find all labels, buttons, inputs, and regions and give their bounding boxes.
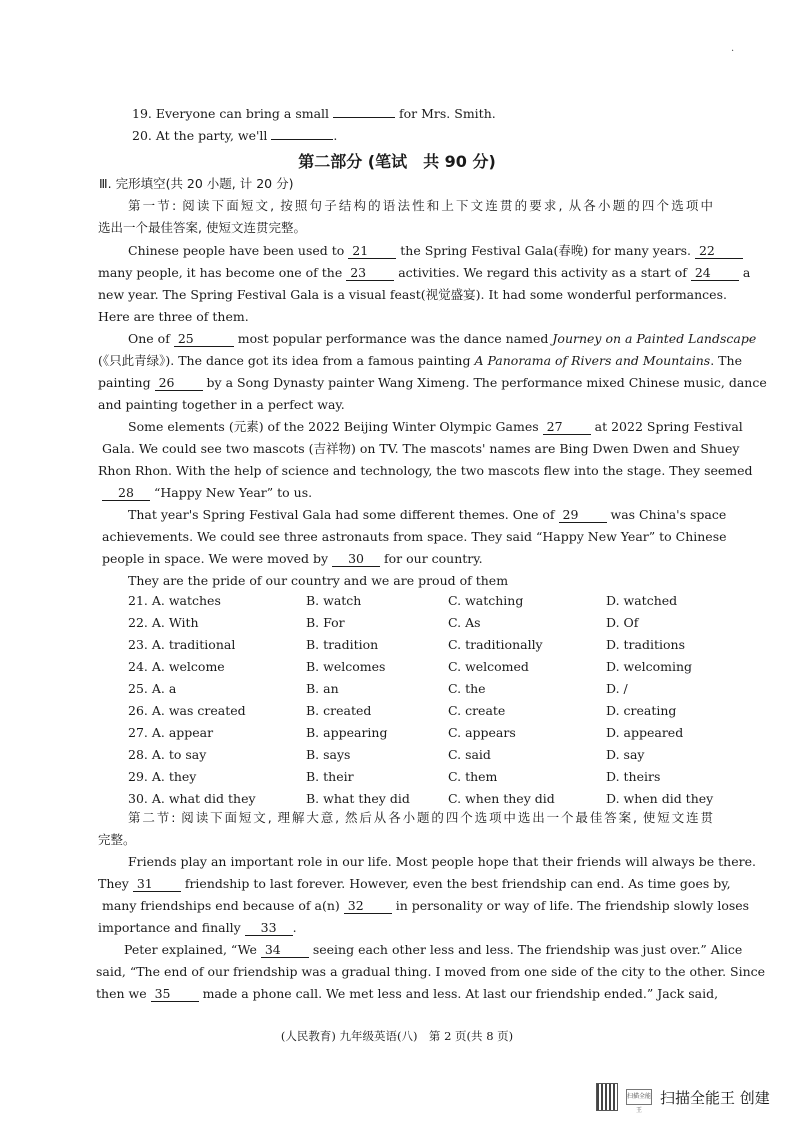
passage1-line14: achievements. We could see three astronauts from space. They said “Happy New Year” to Chinese <box>102 529 727 544</box>
blank-30: 30 <box>332 551 380 567</box>
page-footer: (人民教育) 九年级英语(八) 第 2 页(共 8 页) <box>280 1029 514 1043</box>
passage2-line5 <box>124 941 743 959</box>
blank-23: 23 <box>346 265 394 281</box>
option-a: 24. A. welcome <box>128 659 225 674</box>
passage2-line4 <box>98 919 297 937</box>
section2-instruction-line1: 第二节: 阅读下面短文, 理解大意, 然后从各小题的四个选项中选出一个最佳答案, 使短文连贯 <box>128 810 713 825</box>
option-a: 29. A. they <box>128 769 197 784</box>
option-d: D. traditions <box>606 637 685 652</box>
passage2-line2 <box>98 875 731 893</box>
p1-text: was China's space <box>610 507 727 522</box>
section2-instruction-line2: 完整。 <box>98 832 136 847</box>
passage1-line12 <box>102 484 312 502</box>
option-b: B. created <box>306 703 372 718</box>
question-19 <box>132 104 496 123</box>
passage1-line8: and painting together in a perfect way. <box>98 397 345 412</box>
passage1-line10: Gala. We could see two mascots (吉祥物) on TV. The mascots' names are Bing Dwen Dwen and Shuey <box>102 441 740 456</box>
option-b: B. an <box>306 681 339 696</box>
option-a: 22. A. With <box>128 615 199 630</box>
option-b: B. their <box>306 769 354 784</box>
passage2-line6: said, “The end of our friendship was a gradual thing. I moved from one side of the city to the other. Since <box>96 964 766 979</box>
passage1-line13 <box>128 506 727 524</box>
blank-22: 22 <box>695 243 743 259</box>
option-d: D. when did they <box>606 791 714 806</box>
p1-text: the Spring Festival Gala(春晚) for many years. <box>400 243 691 258</box>
option-d: D. theirs <box>606 769 661 784</box>
passage1-line5 <box>128 330 757 348</box>
q20-blank <box>271 126 333 140</box>
passage1-line15 <box>102 550 483 568</box>
scan-speck: · <box>731 46 735 57</box>
p1-text: many people, it has become one of the <box>98 265 343 280</box>
option-a: 27. A. appear <box>128 725 214 740</box>
p1-text: . The <box>710 353 742 368</box>
p1-text: “Happy New Year” to us. <box>153 485 313 500</box>
q20-prefix: 20. At the party, we'll <box>132 128 268 143</box>
option-c: C. when they did <box>448 791 555 806</box>
part-title: 第二部分 (笔试 共 90 分) <box>298 152 496 171</box>
passage1-line11: Rhon Rhon. With the help of science and technology, the two mascots flew into the stage. They seemed <box>98 463 753 478</box>
p1-text: most popular performance was the dance named <box>237 331 549 346</box>
option-c: C. As <box>448 615 481 630</box>
p1-text: That year's Spring Festival Gala had some different themes. One of <box>128 507 555 522</box>
p1-text: for our country. <box>384 551 483 566</box>
option-a: 30. A. what did they <box>128 791 256 806</box>
passage1-line9 <box>128 418 743 436</box>
option-c: C. them <box>448 769 498 784</box>
p2-text: friendship to last forever. However, even the best friendship can end. As time goes by, <box>184 876 731 891</box>
scanner-logo: 扫描全能王 <box>626 1089 652 1105</box>
p1-text: One of <box>128 331 170 346</box>
option-c: C. welcomed <box>448 659 529 674</box>
option-c: C. traditionally <box>448 637 543 652</box>
p1-text: at 2022 Spring Festival <box>594 419 743 434</box>
option-c: C. said <box>448 747 491 762</box>
option-d: D. / <box>606 681 628 696</box>
blank-25: 25 <box>174 331 234 347</box>
option-b: B. tradition <box>306 637 379 652</box>
p1-text: activities. We regard this activity as a start of <box>398 265 687 280</box>
p2-text: importance and finally <box>98 920 241 935</box>
blank-33: 33 <box>245 920 293 936</box>
option-b: B. appearing <box>306 725 388 740</box>
option-c: C. create <box>448 703 506 718</box>
passage2-line7 <box>96 985 719 1003</box>
option-d: D. welcoming <box>606 659 693 674</box>
p2-text: . <box>292 920 297 935</box>
q20-suffix: . <box>333 128 338 143</box>
option-a: 26. A. was created <box>128 703 246 718</box>
painting-title: A Panorama of Rivers and Mountains <box>474 353 711 368</box>
watermark-text: 扫描全能王 创建 <box>660 1088 770 1107</box>
option-c: C. appears <box>448 725 516 740</box>
qr-code-icon <box>596 1083 618 1111</box>
passage2-line1: Friends play an important role in our life. Most people hope that their friends will always be there. <box>128 854 756 869</box>
option-b: B. says <box>306 747 351 762</box>
section1-instruction-line1: 第一节: 阅读下面短文, 按照句子结构的语法性和上下文连贯的要求, 从各小题的四个选项中 <box>128 198 713 213</box>
passage1-line4: Here are three of them. <box>98 309 249 324</box>
p1-text: painting <box>98 375 151 390</box>
option-d: D. appeared <box>606 725 684 740</box>
p2-text: Peter explained, “We <box>124 942 257 957</box>
option-d: D. creating <box>606 703 677 718</box>
passage2-line3 <box>102 897 750 915</box>
passage1-line1 <box>128 242 713 260</box>
passage1-line3: new year. The Spring Festival Gala is a visual feast(视觉盛宴). It had some wonderful performances. <box>98 287 727 302</box>
scanner-watermark <box>596 1082 770 1112</box>
option-d: D. watched <box>606 593 678 608</box>
blank-31: 31 <box>133 876 181 892</box>
p1-text: Chinese people have been used to <box>128 243 345 258</box>
p2-text: seeing each other less and less. The friendship was just over.” Alice <box>312 942 743 957</box>
section-heading: Ⅲ. 完形填空(共 20 小题, 计 20 分) <box>99 176 294 191</box>
p1-text: people in space. We were moved by <box>102 551 329 566</box>
passage1-line7 <box>98 374 767 392</box>
option-b: B. what they did <box>306 791 410 806</box>
blank-28: 28 <box>102 485 150 501</box>
option-a: 21. A. watches <box>128 593 221 608</box>
option-a: 25. A. a <box>128 681 177 696</box>
dance-title: Journey on a Painted Landscape <box>552 331 757 346</box>
option-b: B. For <box>306 615 345 630</box>
p2-text: in personality or way of life. The friendship slowly loses <box>395 898 750 913</box>
p2-text: many friendships end because of a(n) <box>102 898 340 913</box>
blank-21: 21 <box>348 243 396 259</box>
blank-35: 35 <box>151 986 199 1002</box>
passage1-line16: They are the pride of our country and we are proud of them <box>128 573 509 588</box>
option-c: C. the <box>448 681 486 696</box>
blank-24: 24 <box>691 265 739 281</box>
question-20 <box>132 126 337 145</box>
option-a: 28. A. to say <box>128 747 207 762</box>
p2-text: then we <box>96 986 147 1001</box>
p1-text: by a Song Dynasty painter Wang Ximeng. The performance mixed Chinese music, dance <box>206 375 767 390</box>
option-d: D. Of <box>606 615 639 630</box>
passage1-line6 <box>98 352 742 370</box>
option-a: 23. A. traditional <box>128 637 236 652</box>
section1-instruction-line2: 选出一个最佳答案, 使短文连贯完整。 <box>98 220 306 235</box>
option-b: B. watch <box>306 593 362 608</box>
q19-blank <box>333 104 395 118</box>
blank-26: 26 <box>155 375 203 391</box>
q19-prefix: 19. Everyone can bring a small <box>132 106 330 121</box>
p1-text: (《只此青绿》). The dance got its idea from a famous painting <box>98 353 471 368</box>
p2-text: They <box>98 876 129 891</box>
blank-32: 32 <box>344 898 392 914</box>
p1-text: a <box>742 265 751 280</box>
passage1-line2 <box>98 264 751 282</box>
p2-text: made a phone call. We met less and less. At last our friendship ended.” Jack said, <box>202 986 719 1001</box>
blank-27: 27 <box>543 419 591 435</box>
q19-suffix: for Mrs. Smith. <box>399 106 496 121</box>
option-b: B. welcomes <box>306 659 386 674</box>
blank-34: 34 <box>261 942 309 958</box>
option-c: C. watching <box>448 593 524 608</box>
p1-text: Some elements (元素) of the 2022 Beijing Winter Olympic Games <box>128 419 539 434</box>
option-d: D. say <box>606 747 645 762</box>
blank-29: 29 <box>559 507 607 523</box>
